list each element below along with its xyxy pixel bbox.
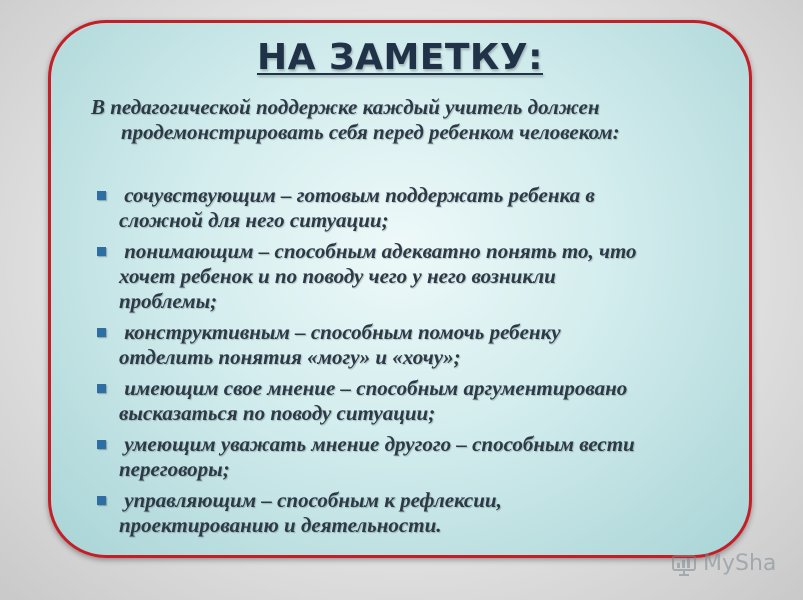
- square-bullet-icon: [97, 247, 106, 256]
- slide-title: НА ЗАМЕТКУ:: [256, 37, 543, 78]
- bullet-text: управляющим – способным к рефлексии, проектированию и деятельности.: [119, 488, 502, 537]
- bullet-item-understanding: [91, 239, 741, 314]
- presentation-board-icon: [671, 554, 697, 576]
- bullet-text: понимающим – способным адекватно понять то, что хочет ребенок и по поводу чего у него возникли проблемы;: [119, 239, 637, 313]
- slide-card: [48, 20, 777, 576]
- intro-line-1: В педагогической поддержке каждый учитель должен: [91, 95, 600, 119]
- square-bullet-icon: [97, 328, 106, 337]
- bullet-text: конструктивным – способным помочь ребенку отделить понятия «могу» и «хочу»;: [119, 320, 561, 369]
- intro-text: [91, 95, 721, 145]
- bullet-item-managing: [91, 488, 741, 538]
- bullet-text: сочувствующим – готовым поддержать ребенка в сложной для него ситуации;: [119, 183, 595, 232]
- bullet-text: имеющим свое мнение – способным аргументировано высказаться по поводу ситуации;: [119, 376, 628, 425]
- square-bullet-icon: [97, 191, 106, 200]
- bullet-text: умеющим уважать мнение другого – способным вести переговоры;: [119, 432, 635, 481]
- bullet-item-sympathetic: [91, 183, 741, 233]
- intro-line-2: продемонстрировать себя перед ребенком человеком:: [121, 120, 620, 144]
- square-bullet-icon: [97, 440, 106, 449]
- square-bullet-icon: [97, 496, 106, 505]
- square-bullet-icon: [97, 384, 106, 393]
- bullet-item-own-opinion: [91, 376, 741, 426]
- bullet-item-constructive: [91, 320, 741, 370]
- watermark: [671, 551, 803, 579]
- bullet-item-respect: [91, 432, 741, 482]
- bullet-list: [91, 183, 741, 544]
- watermark-text: MySha: [703, 551, 777, 576]
